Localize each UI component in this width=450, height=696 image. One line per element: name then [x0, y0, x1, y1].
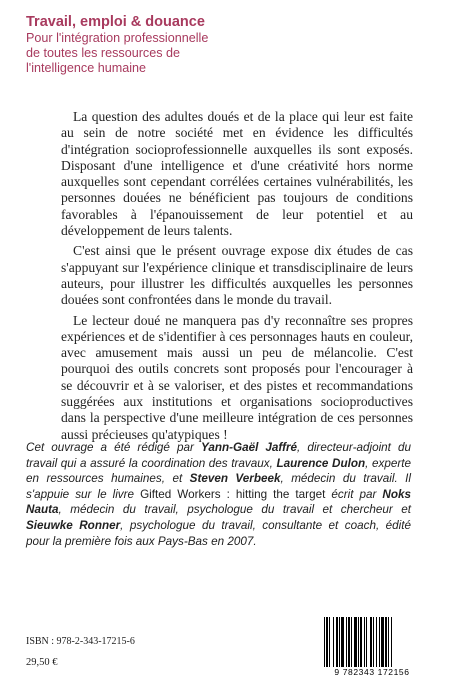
price: 29,50 € [26, 657, 58, 668]
author-name-3: Steven Verbeek [189, 472, 281, 486]
credits-text-4: , médecin du travail. Il s'appuie sur le livre [26, 472, 412, 501]
book-title: Travail, emploi & douance [26, 14, 205, 30]
author-name-2: Laurence Dulon [276, 456, 366, 470]
subtitle-line-1: Pour l'intégration professionnelle [26, 31, 209, 45]
credits-text-7: , psychologue du travail, consultante et coach, édité pour la première fois aux Pays-Bas en 2007. [26, 518, 411, 548]
subtitle-line-3: l'intelligence humaine [26, 61, 147, 75]
barcode-bars [322, 617, 418, 669]
summary-paragraph-3: Le lecteur doué ne manquera pas d'y reconnaître ses propres expériences et de s'identifier à ces personnages hauts en couleur, avec amusement mais aussi un peu de mélancolie. C'est pourquoi des outils concrets sont proposés pour l'encourager à se découvrir et à se valoriser, et des pistes et recommandations suggérées aux institutions et organisations socioproductives dans la perspective d'une meilleure intégration de ces personnes aussi précieuses qu'atypiques ! [61, 312, 413, 442]
source-book-title: Gifted Workers : hitting the target [140, 487, 326, 501]
book-header [26, 14, 426, 76]
subtitle-line-2: de toutes les ressources de [26, 46, 181, 60]
isbn: ISBN : 978-2-343-17215-6 [26, 636, 135, 647]
author-name-5: Sieuwke Ronner [26, 518, 121, 532]
authors-credits [26, 440, 411, 549]
credits-text-6: , médecin du travail, psychologue du travail et chercheur et [58, 503, 411, 517]
credits-text-1: Cet ouvrage a été rédigé par [26, 441, 201, 454]
summary-paragraph-2: C'est ainsi que le présent ouvrage expose dix études de cas s'appuyant sur l'expérience clinique et transdisciplinaire de leurs auteurs, pour illustrer les difficultés auxquelles les personnes douées sont confrontées dans le monde du travail. [61, 243, 413, 308]
author-name-4: Noks Nauta [26, 487, 412, 517]
back-cover-summary [61, 109, 413, 447]
credits-text-5: écrit par [325, 487, 383, 501]
credits-text-3: , experte en ressources humaines, et [26, 456, 411, 486]
credits-text-2: , directeur-adjoint du travail qui a assuré la coordination des travaux, [26, 441, 411, 470]
barcode-digits: 9 782343 172156 [322, 667, 422, 679]
author-name-1: Yann-Gaël Jaffré [200, 441, 298, 454]
summary-paragraph-1: La question des adultes doués et de la place qui leur est faite au sein de notre société met en évidence les difficultés d'intégration socioprofessionnelle auxquelles ils sont exposés. Disposant d'une intelligence et d'une créativité hors norme auxquelles sont cependant corrélées certaines vulnérabilités, les personnes douées ne bénéficient pas toujours de conditions favorables à l'épanouissement de leur potentiel et au développement de leurs talents. [61, 109, 413, 239]
